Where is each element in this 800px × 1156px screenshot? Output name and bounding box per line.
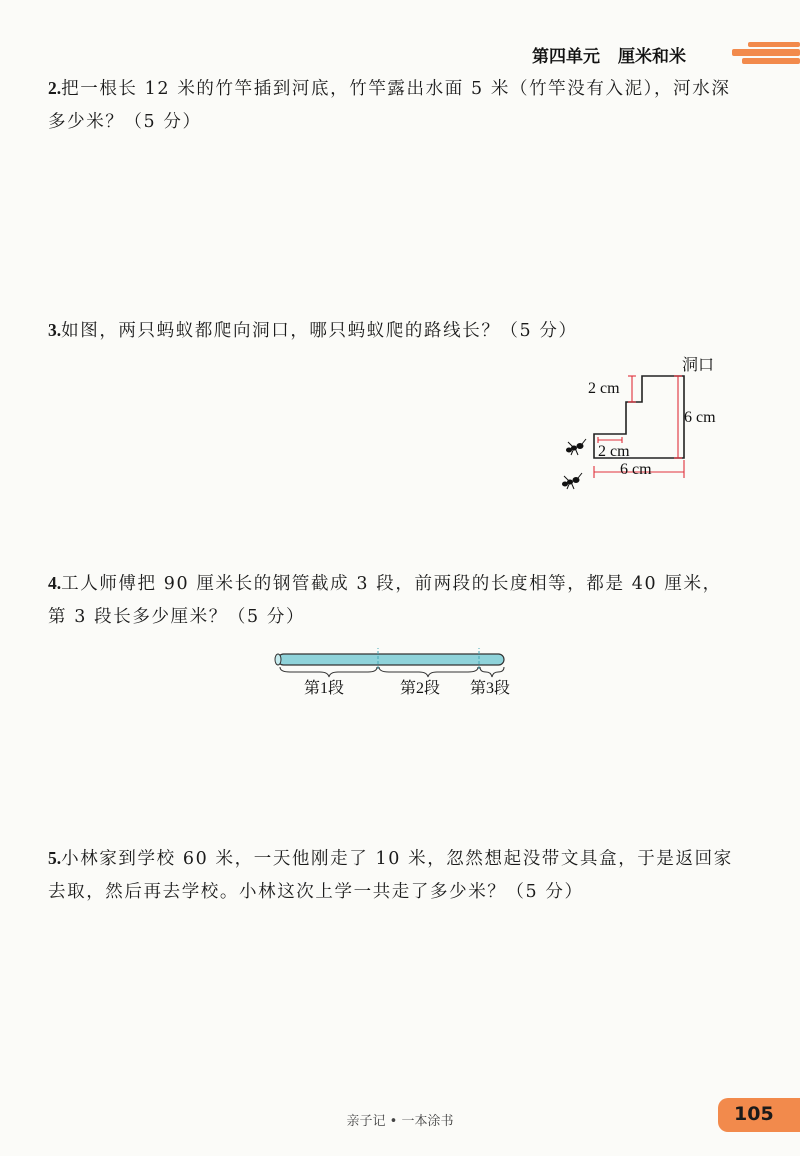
question-2 xyxy=(48,72,738,139)
question-4 xyxy=(48,567,738,634)
page-header xyxy=(0,38,800,68)
question-number: 3. xyxy=(48,320,62,340)
ant-path-diagram xyxy=(556,350,756,500)
question-5 xyxy=(48,842,738,909)
ant-icon xyxy=(566,439,586,455)
hole-label: 洞口 xyxy=(682,355,715,374)
unit-title xyxy=(532,42,686,67)
pipe-figure xyxy=(268,648,538,704)
segment-label-2: 第2段 xyxy=(400,680,441,697)
question-text: 工人师傅把 90 厘米长的钢管截成 3 段，前两段的长度相等，都是 40 厘米，第 3 段长多少厘米？（5 分） xyxy=(48,574,722,627)
segment-label-1: 第1段 xyxy=(304,680,345,697)
ant-icon xyxy=(562,473,582,489)
question-text: 把一根长 12 米的竹竿插到河底，竹竿露出水面 5 米（竹竿没有入泥），河水深多少米？（5 分） xyxy=(48,79,731,132)
pipe-end xyxy=(275,654,281,665)
question-number: 5. xyxy=(48,848,62,868)
segment-label-3: 第3段 xyxy=(470,680,511,697)
dim-label-width: 6 cm xyxy=(620,461,652,478)
footer-brand: 亲子记 • 一本涂书 xyxy=(346,1114,454,1129)
unit-topic: 厘米和米 xyxy=(618,47,686,67)
header-decoration xyxy=(730,42,800,64)
steel-pipe xyxy=(278,654,504,665)
ant-path-figure xyxy=(556,350,756,500)
question-number: 4. xyxy=(48,573,62,593)
question-3 xyxy=(48,314,738,348)
dim-label-height: 6 cm xyxy=(684,409,716,426)
dim-label-top-step: 2 cm xyxy=(588,380,620,397)
dim-label-bottom-step: 2 cm xyxy=(598,443,630,460)
page-number: 105 xyxy=(734,1103,774,1125)
segment-braces xyxy=(280,667,504,677)
question-number: 2. xyxy=(48,78,62,98)
pipe-diagram xyxy=(268,648,538,704)
question-text: 小林家到学校 60 米，一天他刚走了 10 米，忽然想起没带文具盒，于是返回家去取，然后再去学校。小林这次上学一共走了多少米？（5 分） xyxy=(48,849,733,902)
question-text: 如图，两只蚂蚁都爬向洞口，哪只蚂蚁爬的路线长？（5 分） xyxy=(61,321,578,341)
unit-name: 第四单元 xyxy=(532,47,600,67)
